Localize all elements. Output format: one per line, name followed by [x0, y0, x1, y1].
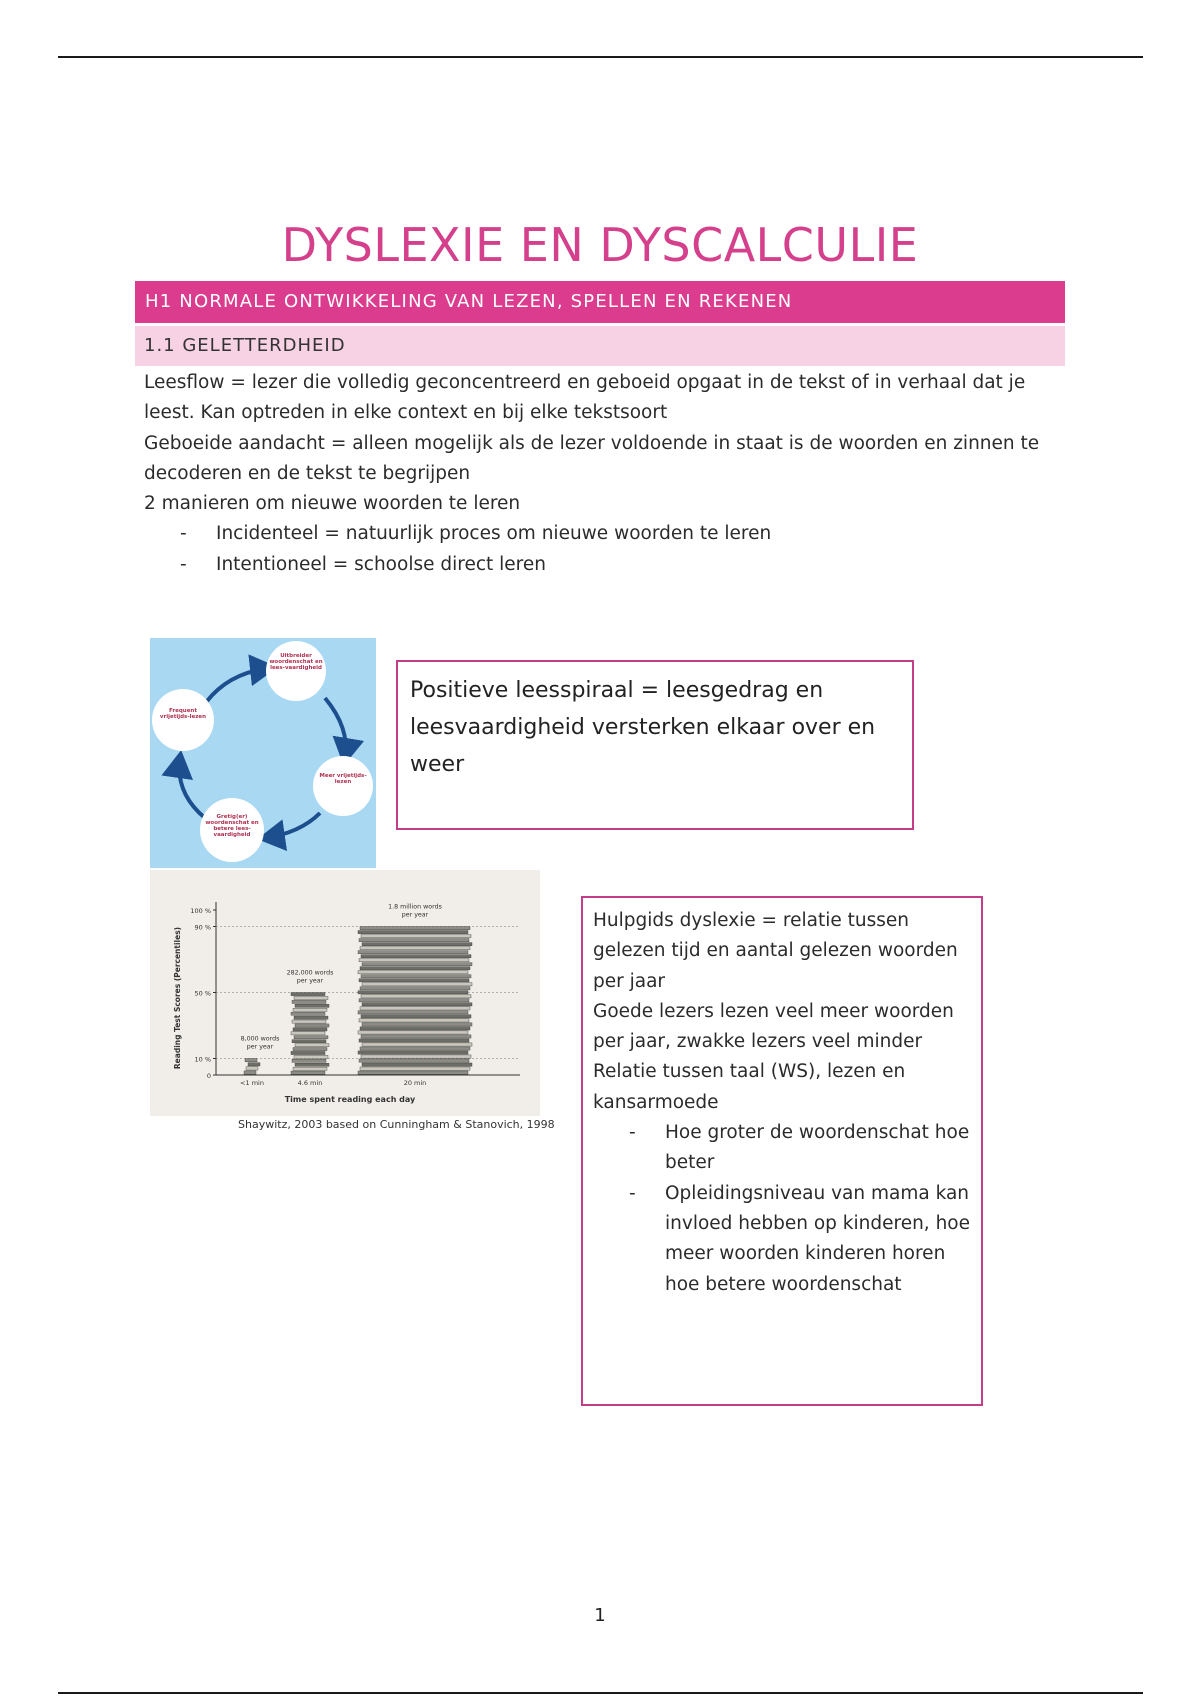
bar-segment [294, 1016, 328, 1019]
bar-1 [244, 1059, 260, 1075]
bar-segment [360, 927, 470, 930]
x-tick-label: 20 min [403, 1079, 427, 1087]
bar-segment [358, 931, 468, 934]
y-axis-label: Reading Test Scores (Percentiles) [173, 926, 182, 1070]
bar-segment [294, 1036, 328, 1039]
page-number: 1 [594, 1605, 606, 1626]
bar-segment [361, 975, 471, 978]
bar-segment [292, 1040, 326, 1043]
bar-segment [359, 999, 469, 1002]
bullet-marker: - [180, 523, 187, 545]
bar-segment [293, 1008, 327, 1011]
bar-segment [248, 1063, 260, 1066]
bar-segment [358, 971, 468, 974]
bar-segment [294, 1055, 328, 1058]
bottom-rule [58, 1692, 1143, 1694]
paragraph: Leesflow = lezer die volledig geconcentreerd en geboeid opgaat in de tekst of in verhaal dat je leest. Kan optreden in elke context en bij elke tekstsoort [144, 372, 1026, 424]
list-item [144, 519, 1044, 549]
bar-segment [362, 943, 472, 946]
bar-segment [295, 1024, 329, 1027]
bar-segment [295, 1004, 329, 1007]
bar-segment [361, 995, 471, 998]
x-axis-label: Time spent reading each day [284, 1095, 416, 1104]
spiral-node-label: Gretig(er) woordenschat en betere lees-vaardigheid [205, 814, 259, 838]
bar-segment [360, 1007, 470, 1010]
bar-segment [292, 1000, 326, 1003]
bar-segment [361, 955, 471, 958]
list-item [593, 1179, 971, 1300]
x-tick-label: 4.6 min [297, 1079, 323, 1087]
bar-segment [358, 1011, 468, 1014]
bar-segment [359, 959, 469, 962]
bar-segment [291, 1012, 325, 1015]
bar-segment [362, 1023, 472, 1026]
bar-segment [359, 1019, 469, 1022]
y-tick-label: 10 % [194, 1055, 211, 1064]
y-tick-label: 90 % [194, 923, 211, 932]
bar-segment [360, 1067, 470, 1070]
bar-segment [295, 1044, 329, 1047]
callout-paragraph: Relatie tussen taal (WS), lezen en kansarmoede [593, 1061, 906, 1113]
paragraph: 2 manieren om nieuwe woorden te leren [144, 493, 521, 515]
bar-segment [360, 987, 470, 990]
chart-caption: Shaywitz, 2003 based on Cunningham & Stanovich, 1998 [238, 1118, 555, 1131]
list-item-text: Intentioneel = schoolse direct leren [216, 553, 546, 575]
bar-segment [361, 1055, 471, 1058]
bar-segment [292, 1020, 326, 1023]
data-label: 1.8 million words per year [388, 903, 442, 919]
spiral-node-label: Meer vrijetijds-lezen [319, 773, 367, 785]
bar-segment [293, 1028, 327, 1031]
list-item-text: Incidenteel = natuurlijk proces om nieuwe woorden te leren [216, 523, 772, 545]
bar-segment [362, 1063, 472, 1066]
bar-segment [358, 991, 468, 994]
top-rule [58, 56, 1143, 58]
bar-segment [360, 1027, 470, 1030]
bar-segment [362, 983, 472, 986]
callout-box-hulpgids [581, 896, 983, 1406]
data-label: 8,000 words per year [240, 1035, 280, 1051]
bar-segment [360, 947, 470, 950]
reading-chart [150, 870, 540, 1116]
list-item-text: Hoe groter de woordenschat hoe beter [665, 1122, 970, 1174]
reading-chart-svg [150, 870, 540, 1116]
y-tick-label: 100 % [190, 907, 211, 915]
bar-segment [359, 979, 469, 982]
bar-segment [359, 1039, 469, 1042]
callout-text: Positieve leesspiraal = leesgedrag en leesvaardigheid versterken elkaar over en weer [410, 678, 876, 777]
bar-segment [361, 1015, 471, 1018]
data-label: 282,000 words per year [286, 969, 334, 985]
spiral-node-label: Frequent vrijetijds-lezen [159, 708, 207, 720]
list-item-text: Opleidingsniveau van mama kan invloed hebben op kinderen, hoe meer woorden kinderen horen hoe betere woordenschat [665, 1182, 970, 1295]
bar-segment [292, 1059, 326, 1062]
bar-segment [293, 1048, 327, 1051]
callout-paragraph: Hulpgids dyslexie = relatie tussen gelezen tijd en aantal gelezen woorden per jaar [593, 910, 958, 992]
spiral-node-label: Uitbreider woordenschat en lees-vaardigheid [269, 653, 323, 671]
bar-segment [358, 1031, 468, 1034]
bar-segment [295, 1063, 329, 1066]
y-tick-label: 0 [206, 1072, 211, 1080]
bar-segment [291, 993, 325, 996]
bar-segment [361, 935, 471, 938]
document-title: DYSLEXIE EN DYSCALCULIE [281, 218, 919, 272]
paragraph: Geboeide aandacht = alleen mogelijk als de lezer voldoende in staat is de woorden en zinnen te decoderen en de tekst te begrijpen [144, 432, 1040, 484]
bar-segment [362, 963, 472, 966]
list-item [593, 1118, 971, 1179]
reading-spiral-figure [150, 638, 376, 868]
bar-segment [359, 939, 469, 942]
bar-segment [293, 1067, 327, 1070]
body-text [144, 368, 1044, 580]
list-item [144, 550, 1044, 580]
bar-segment [362, 1043, 472, 1046]
bar-segment [360, 1047, 470, 1050]
bar-segment [359, 1059, 469, 1062]
bullet-marker: - [629, 1122, 636, 1144]
bar-segment [246, 1067, 258, 1070]
bar-segment [244, 1071, 256, 1074]
bar-3 [358, 927, 472, 1075]
bar-segment [358, 1051, 468, 1054]
bar-segment [361, 1035, 471, 1038]
x-tick-label: <1 min [240, 1079, 264, 1087]
heading-1: H1 NORMALE ONTWIKKELING VAN LEZEN, SPELLEN EN REKENEN [135, 281, 1065, 323]
bar-2 [291, 993, 329, 1075]
callout-paragraph: Goede lezers lezen veel meer woorden per jaar, zwakke lezers veel minder [593, 1000, 954, 1053]
bar-segment [360, 967, 470, 970]
bar-segment [294, 996, 328, 999]
callout-box-spiral [396, 660, 914, 830]
y-tick-label: 50 % [194, 989, 211, 998]
bullet-marker: - [629, 1182, 636, 1204]
bar-segment [291, 1071, 325, 1074]
bar-segment [245, 1059, 257, 1062]
bar-segment [358, 951, 468, 954]
bar-segment [358, 1071, 468, 1074]
bar-segment [291, 1051, 325, 1054]
bullet-marker: - [180, 553, 187, 575]
bar-segment [291, 1032, 325, 1035]
bar-segment [362, 1003, 472, 1006]
heading-2: 1.1 GELETTERDHEID [135, 326, 1065, 366]
